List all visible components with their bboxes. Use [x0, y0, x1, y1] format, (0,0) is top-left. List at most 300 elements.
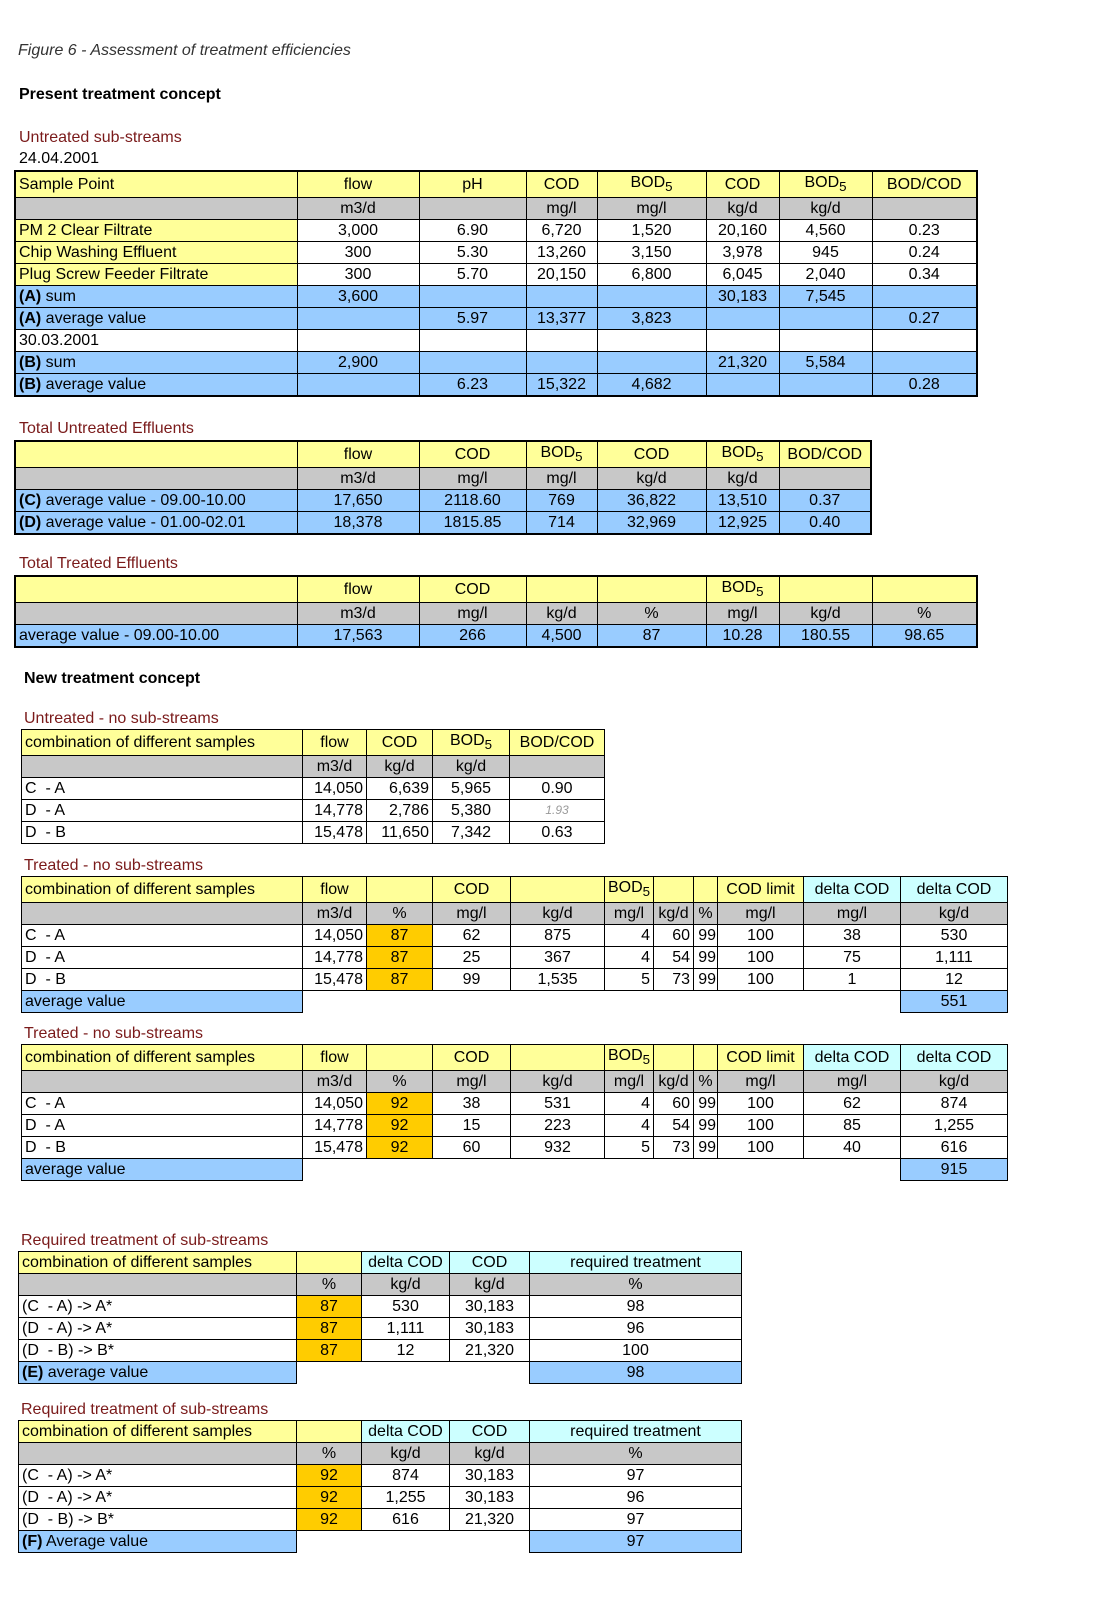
unit-cell: mg/l	[526, 198, 597, 220]
unit-cell: %	[297, 1274, 362, 1296]
value-cell: 100	[530, 1340, 742, 1362]
header-cell: COD	[526, 171, 597, 198]
unit-cell: mg/l	[419, 468, 526, 490]
value-cell: 36,822	[597, 490, 706, 512]
value-cell: 769	[526, 490, 597, 512]
total-treated-title: Total Treated Effluents	[19, 555, 178, 572]
table-row	[15, 490, 871, 512]
header-cell: BOD/COD	[510, 730, 605, 756]
unit-cell: kg/d	[901, 1071, 1008, 1093]
table-row	[22, 800, 605, 822]
header-cell: flow	[303, 1045, 367, 1071]
unit-cell: mg/l	[605, 1071, 654, 1093]
unit-cell: %	[297, 1443, 362, 1465]
unit-cell: kg/d	[450, 1274, 530, 1296]
value-cell: 30,183	[450, 1487, 530, 1509]
value-cell: 20,150	[526, 264, 597, 286]
row-label: (A) sum	[15, 286, 297, 308]
header-cell: COD	[450, 1252, 530, 1274]
value-cell: 0.40	[779, 512, 871, 535]
header-cell: delta COD	[901, 877, 1008, 903]
table-row	[15, 512, 871, 535]
value-cell: 87	[297, 1340, 362, 1362]
date-label: 24.04.2001	[19, 150, 100, 167]
value-cell	[419, 286, 526, 308]
value-cell: 0.27	[872, 308, 977, 330]
unit-cell	[419, 198, 526, 220]
value-cell: 6,720	[526, 220, 597, 242]
value-cell: 2,040	[779, 264, 872, 286]
row-label: (B) average value	[15, 374, 297, 397]
table-row	[15, 242, 977, 264]
value-cell: 0.37	[779, 490, 871, 512]
value-cell: 530	[362, 1296, 450, 1318]
combination-label: D - A	[22, 800, 303, 822]
table-row	[19, 1340, 742, 1362]
unit-cell: mg/l	[605, 903, 654, 925]
value-cell: 97	[530, 1509, 742, 1531]
value-cell: 100	[718, 1093, 804, 1115]
value-cell: 5.70	[419, 264, 526, 286]
treated-92-title: Treated - no sub-streams	[24, 1025, 204, 1042]
value-cell: 92	[297, 1509, 362, 1531]
header-cell: COD	[419, 441, 526, 468]
unit-cell: %	[597, 603, 706, 625]
value-cell: 2118.60	[419, 490, 526, 512]
value-cell: 0.24	[872, 242, 977, 264]
table-row	[15, 625, 977, 648]
value-cell: 4	[605, 947, 654, 969]
value-cell: 1,255	[901, 1115, 1008, 1137]
value-cell: 96	[530, 1318, 742, 1340]
total-untreated-title: Total Untreated Effluents	[19, 420, 194, 437]
figure-title: Figure 6 - Assessment of treatment efficiencies	[18, 42, 351, 59]
value-cell: 92	[367, 1115, 433, 1137]
unit-cell: m3/d	[297, 468, 419, 490]
table-row	[19, 1465, 742, 1487]
value-cell: 21,320	[706, 352, 779, 374]
value-cell: 73	[654, 969, 694, 991]
value-cell: 99	[694, 925, 718, 947]
unit-cell: m3/d	[303, 1071, 367, 1093]
value-cell: 874	[362, 1465, 450, 1487]
present-concept-heading: Present treatment concept	[19, 86, 221, 103]
unit-cell: %	[367, 903, 433, 925]
value-cell: 30,183	[706, 286, 779, 308]
unit-cell: m3/d	[303, 903, 367, 925]
header-cell: $BOD_5$	[605, 1045, 654, 1071]
value-cell: 616	[362, 1509, 450, 1531]
value-cell: 5,380	[433, 800, 510, 822]
value-cell: 4,500	[526, 625, 597, 648]
value-cell: 1815.85	[419, 512, 526, 535]
unit-cell: kg/d	[511, 1071, 605, 1093]
header-cell: flow	[303, 877, 367, 903]
table-row	[19, 1509, 742, 1531]
value-cell: 13,377	[526, 308, 597, 330]
header-cell: COD	[706, 171, 779, 198]
header-cell: pH	[419, 171, 526, 198]
value-cell: 1	[804, 969, 901, 991]
header-cell: delta COD	[804, 877, 901, 903]
value-cell: 0.63	[510, 822, 605, 844]
value-cell: 30,183	[450, 1318, 530, 1340]
table-row	[22, 1159, 1008, 1181]
avg-label: average value	[22, 1159, 303, 1181]
avg-value: 915	[901, 1159, 1008, 1181]
unit-cell: kg/d	[779, 198, 872, 220]
value-cell: 4,682	[597, 374, 706, 397]
header-cell: BOD/COD	[779, 441, 871, 468]
value-cell	[872, 286, 977, 308]
header-cell: COD limit	[718, 877, 804, 903]
header-cell: BOD/COD	[872, 171, 977, 198]
table-row	[19, 1318, 742, 1340]
value-cell: 11,650	[367, 822, 433, 844]
value-cell: 300	[297, 242, 419, 264]
value-cell: 6.90	[419, 220, 526, 242]
table-row	[19, 1487, 742, 1509]
header-cell: COD	[367, 730, 433, 756]
value-cell: 15,322	[526, 374, 597, 397]
value-cell: 92	[367, 1137, 433, 1159]
header-cell: delta COD	[804, 1045, 901, 1071]
value-cell: 3,978	[706, 242, 779, 264]
value-cell: 40	[804, 1137, 901, 1159]
value-cell: 0.23	[872, 220, 977, 242]
value-cell: 874	[901, 1093, 1008, 1115]
value-cell: 87	[367, 925, 433, 947]
value-cell: 18,378	[297, 512, 419, 535]
header-cell: combination of different samples	[19, 1421, 297, 1443]
row-label: (B) sum	[15, 352, 297, 374]
value-cell: 73	[654, 1137, 694, 1159]
total-untreated-table	[14, 440, 872, 535]
unit-cell: kg/d	[362, 1274, 450, 1296]
table-row	[19, 1296, 742, 1318]
value-cell: 1,111	[362, 1318, 450, 1340]
table-row	[22, 822, 605, 844]
value-cell: 54	[654, 1115, 694, 1137]
required-e-title: Required treatment of sub-streams	[21, 1232, 269, 1249]
unit-cell: %	[530, 1274, 742, 1296]
value-cell: 62	[433, 925, 511, 947]
table-row	[22, 925, 1008, 947]
value-cell: 99	[694, 1137, 718, 1159]
value-cell: 530	[901, 925, 1008, 947]
value-cell: 21,320	[450, 1509, 530, 1531]
value-cell: 6,045	[706, 264, 779, 286]
unit-cell: mg/l	[718, 1071, 804, 1093]
value-cell: 32,969	[597, 512, 706, 535]
value-cell: 12	[901, 969, 1008, 991]
unit-cell: mg/l	[804, 903, 901, 925]
value-cell: 15,478	[303, 822, 367, 844]
value-cell: 85	[804, 1115, 901, 1137]
table-row	[15, 286, 977, 308]
value-cell: 932	[511, 1137, 605, 1159]
value-cell: 1.93	[510, 800, 605, 822]
header-cell: COD	[419, 576, 526, 603]
value-cell: 13,510	[706, 490, 779, 512]
header-cell: combination of different samples	[22, 730, 303, 756]
unit-cell: kg/d	[362, 1443, 450, 1465]
value-cell: 20,160	[706, 220, 779, 242]
value-cell: 6,639	[367, 778, 433, 800]
value-cell: 75	[804, 947, 901, 969]
combination-label: D - B	[22, 822, 303, 844]
unit-cell: mg/l	[718, 903, 804, 925]
treated-87-title: Treated - no sub-streams	[24, 857, 204, 874]
value-cell: 17,650	[297, 490, 419, 512]
value-cell: 15,478	[303, 1137, 367, 1159]
header-cell: flow	[303, 730, 367, 756]
value-cell: 100	[718, 969, 804, 991]
required-f-table	[18, 1420, 742, 1553]
value-cell: 92	[367, 1093, 433, 1115]
value-cell: 12,925	[706, 512, 779, 535]
value-cell: 14,050	[303, 925, 367, 947]
header-cell: COD	[450, 1421, 530, 1443]
unit-cell	[15, 198, 297, 220]
value-cell: 616	[901, 1137, 1008, 1159]
value-cell: 97	[530, 1465, 742, 1487]
value-cell: 62	[804, 1093, 901, 1115]
value-cell: 0.34	[872, 264, 977, 286]
unit-cell: kg/d	[511, 903, 605, 925]
value-cell: 100	[718, 1137, 804, 1159]
value-cell: 5	[605, 1137, 654, 1159]
unit-cell: m3/d	[297, 198, 419, 220]
value-cell: 96	[530, 1487, 742, 1509]
value-cell	[526, 286, 597, 308]
combination-label: (C - A) -> A*	[19, 1465, 297, 1487]
unit-cell: mg/l	[526, 468, 597, 490]
header-cell: combination of different samples	[22, 1045, 303, 1071]
value-cell: 223	[511, 1115, 605, 1137]
value-cell: 25	[433, 947, 511, 969]
combination-label: C - A	[22, 778, 303, 800]
value-cell: 98	[530, 1296, 742, 1318]
date-cell: 30.03.2001	[15, 330, 297, 352]
untreated-no-sub-title: Untreated - no sub-streams	[24, 710, 219, 727]
value-cell: 30,183	[450, 1465, 530, 1487]
unit-cell: m3/d	[297, 603, 419, 625]
avg-value: 97	[530, 1531, 742, 1553]
value-cell: 945	[779, 242, 872, 264]
unit-cell: kg/d	[450, 1443, 530, 1465]
value-cell	[779, 308, 872, 330]
header-cell: $BOD_5$	[779, 171, 872, 198]
value-cell: 87	[597, 625, 706, 648]
combination-label: D - B	[22, 1137, 303, 1159]
treated-92-table	[21, 1044, 1008, 1181]
unit-cell: %	[367, 1071, 433, 1093]
avg-label: (F) Average value	[19, 1531, 297, 1553]
table-row	[15, 374, 977, 397]
unit-cell: kg/d	[367, 756, 433, 778]
combination-label: (C - A) -> A*	[19, 1296, 297, 1318]
value-cell: 100	[718, 947, 804, 969]
value-cell: 6,800	[597, 264, 706, 286]
value-cell: 2,786	[367, 800, 433, 822]
unit-cell: %	[694, 1071, 718, 1093]
value-cell: 7,342	[433, 822, 510, 844]
value-cell: 10.28	[706, 625, 779, 648]
unit-cell: mg/l	[804, 1071, 901, 1093]
value-cell: 6.23	[419, 374, 526, 397]
unit-cell: kg/d	[779, 603, 872, 625]
value-cell: 5,965	[433, 778, 510, 800]
value-cell: 60	[654, 1093, 694, 1115]
combination-label: D - A	[22, 947, 303, 969]
value-cell: 99	[433, 969, 511, 991]
value-cell: 0.28	[872, 374, 977, 397]
value-cell: 3,150	[597, 242, 706, 264]
header-cell: required treatment	[530, 1252, 742, 1274]
table-row	[15, 220, 977, 242]
header-cell: required treatment	[530, 1421, 742, 1443]
untreated-sub-title: Untreated sub-streams	[19, 129, 182, 146]
value-cell: 14,778	[303, 800, 367, 822]
row-label: (C) average value - 09.00-10.00	[15, 490, 297, 512]
table-row	[15, 330, 977, 352]
value-cell: 99	[694, 947, 718, 969]
header-cell: combination of different samples	[19, 1252, 297, 1274]
header-cell: delta COD	[362, 1252, 450, 1274]
value-cell: 13,260	[526, 242, 597, 264]
avg-value: 551	[901, 991, 1008, 1013]
untreated-no-sub-table	[21, 729, 605, 844]
value-cell: 54	[654, 947, 694, 969]
value-cell: 100	[718, 925, 804, 947]
value-cell: 30,183	[450, 1296, 530, 1318]
value-cell: 0.90	[510, 778, 605, 800]
avg-label: (E) average value	[19, 1362, 297, 1384]
header-cell: COD	[597, 441, 706, 468]
value-cell: 15	[433, 1115, 511, 1137]
header-cell: $BOD_5$	[433, 730, 510, 756]
header-cell: Sample Point	[15, 171, 297, 198]
value-cell: 99	[694, 969, 718, 991]
value-cell: 1,535	[511, 969, 605, 991]
header-cell: delta COD	[362, 1421, 450, 1443]
header-cell: $BOD_5$	[706, 576, 779, 603]
value-cell: 38	[804, 925, 901, 947]
unit-cell: %	[530, 1443, 742, 1465]
value-cell: 4,560	[779, 220, 872, 242]
value-cell	[597, 286, 706, 308]
combination-label: (D - B) -> B*	[19, 1509, 297, 1531]
value-cell: 5	[605, 969, 654, 991]
value-cell: 87	[297, 1296, 362, 1318]
row-label: (D) average value - 01.00-02.01	[15, 512, 297, 535]
table-row	[19, 1531, 742, 1553]
unit-cell: mg/l	[419, 603, 526, 625]
table-row	[22, 1115, 1008, 1137]
table-row	[22, 969, 1008, 991]
header-cell: flow	[297, 171, 419, 198]
value-cell: 14,778	[303, 1115, 367, 1137]
value-cell: 367	[511, 947, 605, 969]
value-cell: 875	[511, 925, 605, 947]
header-cell: combination of different samples	[22, 877, 303, 903]
value-cell: 4	[605, 1115, 654, 1137]
unit-cell: %	[872, 603, 977, 625]
value-cell: 98.65	[872, 625, 977, 648]
table-row	[15, 308, 977, 330]
unit-cell: kg/d	[654, 903, 694, 925]
value-cell: 38	[433, 1093, 511, 1115]
header-cell: $BOD_5$	[597, 171, 706, 198]
header-cell: $BOD_5$	[605, 877, 654, 903]
value-cell: 5.97	[419, 308, 526, 330]
value-cell: 531	[511, 1093, 605, 1115]
value-cell: 300	[297, 264, 419, 286]
unit-cell: mg/l	[433, 1071, 511, 1093]
table-row	[15, 352, 977, 374]
value-cell: 100	[718, 1115, 804, 1137]
value-cell: 92	[297, 1465, 362, 1487]
unit-cell: mg/l	[706, 603, 779, 625]
header-cell: flow	[297, 441, 419, 468]
combination-label: C - A	[22, 925, 303, 947]
value-cell: 3,823	[597, 308, 706, 330]
unit-cell	[872, 198, 977, 220]
row-label: (A) average value	[15, 308, 297, 330]
untreated-sub-table	[14, 170, 978, 397]
combination-label: D - A	[22, 1115, 303, 1137]
value-cell	[706, 308, 779, 330]
value-cell: 87	[367, 947, 433, 969]
combination-label: (D - A) -> A*	[19, 1318, 297, 1340]
value-cell: 3,000	[297, 220, 419, 242]
avg-value: 98	[530, 1362, 742, 1384]
treated-87-table	[21, 876, 1008, 1013]
table-row	[22, 1137, 1008, 1159]
value-cell: 21,320	[450, 1340, 530, 1362]
value-cell: 7,545	[779, 286, 872, 308]
value-cell: 5,584	[779, 352, 872, 374]
table-row	[19, 1362, 742, 1384]
value-cell: 17,563	[297, 625, 419, 648]
value-cell: 99	[694, 1115, 718, 1137]
unit-cell: %	[694, 903, 718, 925]
value-cell: 1,111	[901, 947, 1008, 969]
unit-cell: m3/d	[303, 756, 367, 778]
header-cell: flow	[297, 576, 419, 603]
value-cell: 4	[605, 1093, 654, 1115]
value-cell: 60	[433, 1137, 511, 1159]
value-cell: 1,255	[362, 1487, 450, 1509]
value-cell: 12	[362, 1340, 450, 1362]
unit-cell: mg/l	[433, 903, 511, 925]
value-cell: 60	[654, 925, 694, 947]
header-cell: COD	[433, 1045, 511, 1071]
sample-name: Plug Screw Feeder Filtrate	[15, 264, 297, 286]
sample-name: Chip Washing Effluent	[15, 242, 297, 264]
value-cell: 99	[694, 1093, 718, 1115]
value-cell: 3,600	[297, 286, 419, 308]
avg-label: average value	[22, 991, 303, 1013]
value-cell	[297, 308, 419, 330]
value-cell: 2,900	[297, 352, 419, 374]
header-cell: COD	[433, 877, 511, 903]
unit-cell: kg/d	[433, 756, 510, 778]
value-cell: 87	[297, 1318, 362, 1340]
total-treated-table	[14, 575, 978, 648]
value-cell: 1,520	[597, 220, 706, 242]
